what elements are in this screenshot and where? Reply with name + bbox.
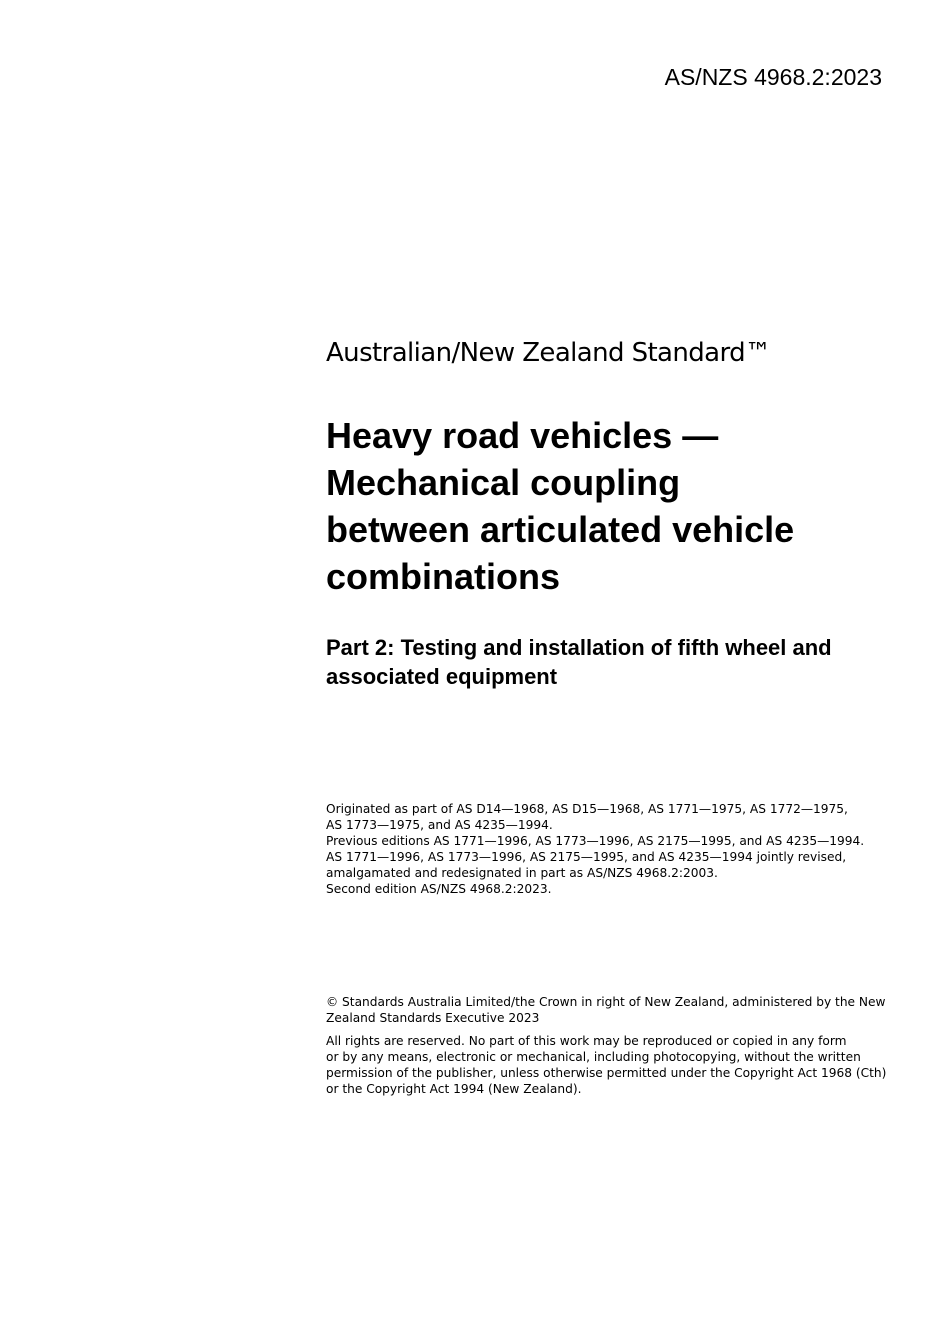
- rights-line: or by any means, electronic or mechanical, including photocopying, without the written: [326, 1050, 861, 1064]
- copyright-line: Zealand Standards Executive 2023: [326, 1011, 540, 1025]
- history-line: Second edition AS/NZS 4968.2:2023.: [326, 882, 552, 896]
- document-title: [326, 412, 906, 600]
- history-line: AS 1773—1975, and AS 4235—1994.: [326, 818, 553, 832]
- history-line: Originated as part of AS D14—1968, AS D15—1968, AS 1771—1975, AS 1772—1975,: [326, 802, 848, 816]
- standard-series: Australian/New Zealand Standard™: [326, 338, 771, 368]
- document-subtitle: [326, 633, 896, 691]
- document-id: AS/NZS 4968.2:2023: [664, 64, 882, 90]
- title-line: Heavy road vehicles —: [326, 415, 719, 456]
- title-line: between articulated vehicle: [326, 509, 795, 550]
- rights-line: or the Copyright Act 1994 (New Zealand).: [326, 1082, 582, 1096]
- title-line: combinations: [326, 556, 561, 597]
- history-line: amalgamated and redesignated in part as AS/NZS 4968.2:2003.: [326, 866, 718, 880]
- rights-line: All rights are reserved. No part of this work may be reproduced or copied in any form: [326, 1034, 847, 1048]
- title-line: Mechanical coupling: [326, 462, 681, 503]
- subtitle-line: associated equipment: [326, 664, 558, 689]
- subtitle-line: Part 2: Testing and installation of fifth wheel and: [326, 635, 832, 660]
- history-line: Previous editions AS 1771—1996, AS 1773—1996, AS 2175—1995, and AS 4235—1994.: [326, 834, 865, 848]
- rights-line: permission of the publisher, unless otherwise permitted under the Copyright Act 1968 (Cth): [326, 1066, 887, 1080]
- rights-statement: [326, 1033, 901, 1097]
- edition-history: [326, 801, 901, 897]
- copyright-notice: [326, 994, 901, 1026]
- copyright-line: © Standards Australia Limited/the Crown in right of New Zealand, administered by the New: [326, 995, 886, 1009]
- history-line: AS 1771—1996, AS 1773—1996, AS 2175—1995, and AS 4235—1994 jointly revised,: [326, 850, 847, 864]
